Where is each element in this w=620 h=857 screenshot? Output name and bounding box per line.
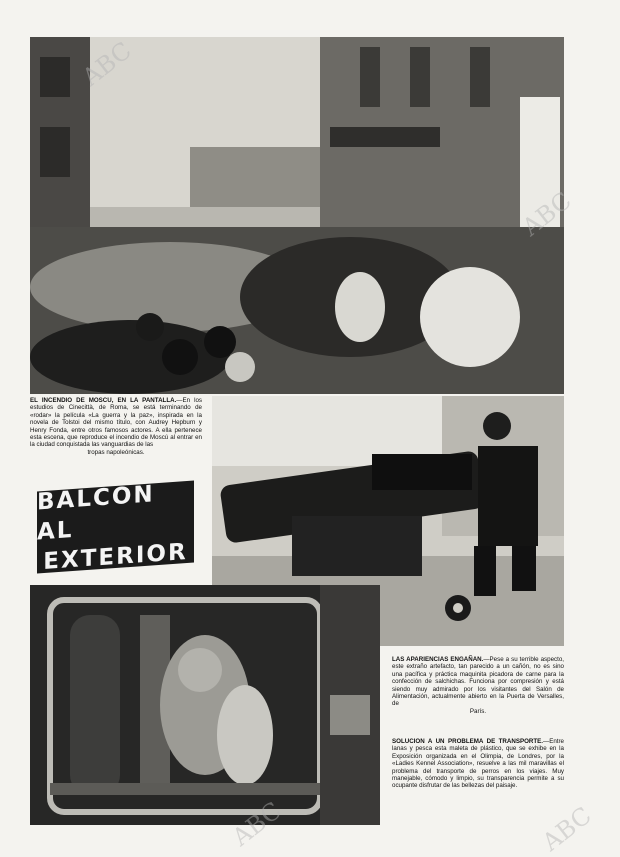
sausage-caption-body: —Pese a su terrible aspecto, este extraño artefacto, tan parecido a un cañón, no es sino una pacífica y práctica maquinita picadora de carne para la confección de salchichas. Funciona por compresión y está siendo muy admirado por los visitantes del Salón de Alimentación, actualmente abierto en la Puerta de Versalles, de <box>392 656 564 708</box>
moscow-caption <box>30 397 202 456</box>
watermark: ABC <box>77 36 137 92</box>
watermark: ABC <box>517 186 577 242</box>
watermark: ABC <box>227 796 287 852</box>
moscow-fire-photo <box>30 37 564 394</box>
sausage-caption-end: París. <box>469 707 487 715</box>
section-banner <box>37 481 194 574</box>
sausage-caption <box>392 656 564 715</box>
banner-line-2: EXTERIOR <box>43 538 188 576</box>
sausage-caption-lead: LAS APARIENCIAS ENGAÑAN. <box>392 656 484 663</box>
banner-line-1: BALCON AL <box>37 481 155 546</box>
dog-carrier-photo <box>30 585 380 825</box>
dogs-caption-body: —Entre lanas y pesca esta maleta de plástico, que se exhibe en la Exposición organizada en el Olimpia, de Londres, por la «Ladies Kennel Association», resuelve a las mil maravillas el problema del transporte de perros en los viajes. Muy manejable, cómodo y limpio, su transparencia permite a su ocupante disfrutar de las bellezas del paisaje. <box>392 738 564 790</box>
moscow-caption-lead: EL INCENDIO DE MOSCU, EN LA PANTALLA. <box>30 397 177 404</box>
moscow-caption-body: —En los estudios de Cinecittà, de Roma, se está terminando de «rodar» la película «La guerra y la paz», inspirada en la novela de Tolstoi del mismo título, con Audrey Hepburn y Henry Fonda, entre otros famosos actores. A ella pertenece esta escena, que reproduce el incendio de Moscú al entrar en la ciudad conquistada las vanguardias de las <box>30 397 202 449</box>
dogs-caption <box>392 738 564 790</box>
moscow-caption-end: tropas napoleónicas. <box>87 448 145 456</box>
dogs-caption-lead: SOLUCION A UN PROBLEMA DE TRANSPORTE. <box>392 738 544 745</box>
watermark: ABC <box>537 801 597 857</box>
